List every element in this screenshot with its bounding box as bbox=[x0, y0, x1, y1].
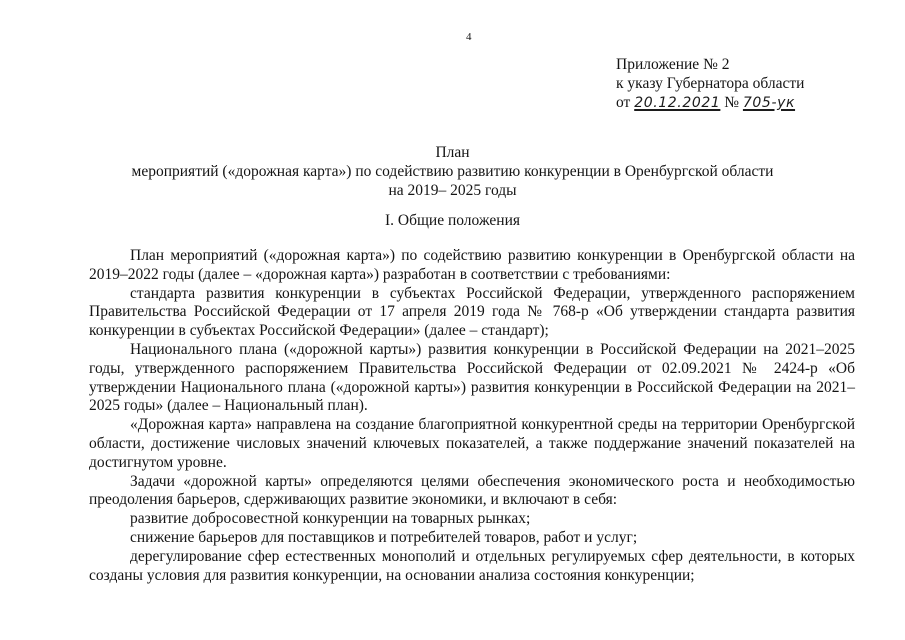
paragraph: «Дорожная карта» направлена на создание благоприятной конкурентной среды на территории Оренбургской области, достижение числовых значений ключевых показателей, а также поддержание значений показателей на достигнутом уровне. bbox=[89, 416, 855, 471]
title-line-1: План bbox=[435, 144, 470, 161]
paragraph: План мероприятий («дорожная карта») по содействию развитию конкуренции в Оренбургской области на 2019–2022 годы (далее – «дорожная карта») разработан в соответствии с требованиями: bbox=[89, 247, 855, 283]
list-item: снижение барьеров для поставщиков и потребителей товаров, работ и услуг; bbox=[130, 528, 638, 546]
appendix-date-line bbox=[616, 93, 804, 113]
title-line-3: на 2019– 2025 годы bbox=[388, 182, 517, 199]
appendix-title: Приложение № 2 bbox=[616, 56, 730, 73]
section-heading: I. Общие положения bbox=[384, 212, 521, 229]
list-item: развитие добросовестной конкуренции на товарных рынках; bbox=[130, 510, 531, 528]
list-item: дерегулирование сфер естественных монополий и отдельных регулируемых сфер деятельности, в которых созданы условия для развития конкуренции, на основании анализа состояния конкуренции; bbox=[89, 547, 855, 584]
title-line-2: мероприятий («дорожная карта») по содействию развитию конкуренции в Оренбургской области bbox=[131, 163, 774, 180]
document-title bbox=[0, 143, 905, 200]
handwritten-number: 705-ук bbox=[742, 95, 796, 111]
paragraph: Национального плана («дорожной карты») развития конкуренции в Российской Федерации на 2021–2025 годы, утвержденного распоряжением Правительства Российской Федерации от 02.09.2021 № 2424-р «Об утверждении Национального плана («дорожной карты») развития конкуренции в Российской Федерации на 2021–2025 годы» (далее – Национальный план). bbox=[89, 340, 855, 415]
handwritten-date: 20.12.2021 bbox=[634, 95, 721, 111]
paragraph: стандарта развития конкуренции в субъектах Российской Федерации, утвержденного распоряжением Правительства Российской Федерации от 17 апреля 2019 года № 768-р «Об утверждении стандарта развития конкуренции в субъектах Российской Федерации» (далее – стандарт); bbox=[89, 284, 855, 340]
appendix-date-prefix: от bbox=[616, 94, 631, 111]
appendix-block bbox=[616, 55, 804, 113]
paragraph: Задачи «дорожной карты» определяются целями обеспечения экономического роста и необходимостью преодоления барьеров, сдерживающих развитие экономики, и включают в себя: bbox=[89, 472, 855, 509]
appendix-number-sign: № bbox=[724, 94, 740, 111]
page-number: 4 bbox=[466, 31, 472, 43]
document-body bbox=[89, 247, 855, 585]
appendix-decree: к указу Губернатора области bbox=[616, 75, 805, 92]
